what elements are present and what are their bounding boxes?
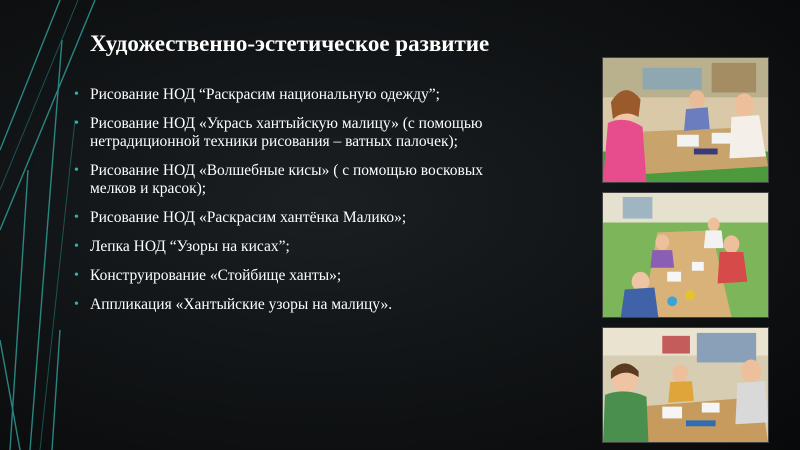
bullet-icon: •: [74, 87, 79, 102]
list-item: • Конструирование «Стойбище ханты»;: [74, 267, 342, 284]
bullet-icon: •: [74, 239, 79, 254]
list-item: • Рисование НОД «Волшебные кисы» ( с помощью восковых мелков и красок);: [74, 162, 483, 197]
bullet-icon: •: [74, 116, 79, 131]
list-item: • Рисование НОД «Укрась хантыйскую малицу» (с помощью нетрадиционной техники рисования – ватных палочек);: [74, 115, 483, 150]
bullet-icon: •: [74, 297, 79, 312]
activity-list: [74, 86, 514, 325]
bullet-icon: •: [74, 163, 79, 178]
list-item: • Рисование НОД “Раскрасим национальную одежду”;: [74, 86, 440, 103]
list-item: • Лепка НОД “Узоры на кисах”;: [74, 238, 290, 255]
list-item: • Рисование НОД «Раскрасим хантёнка Малико»;: [74, 209, 407, 226]
photo-children-craft: [602, 327, 769, 443]
bullet-icon: •: [74, 268, 79, 283]
photo-children-painting: [602, 192, 769, 318]
slide-title: Художественно-эстетическое развитие: [90, 31, 490, 56]
photo-children-drawing: [602, 57, 769, 183]
bullet-icon: •: [74, 210, 79, 225]
list-item: • Аппликация «Хантыйские узоры на малицу».: [74, 296, 393, 313]
